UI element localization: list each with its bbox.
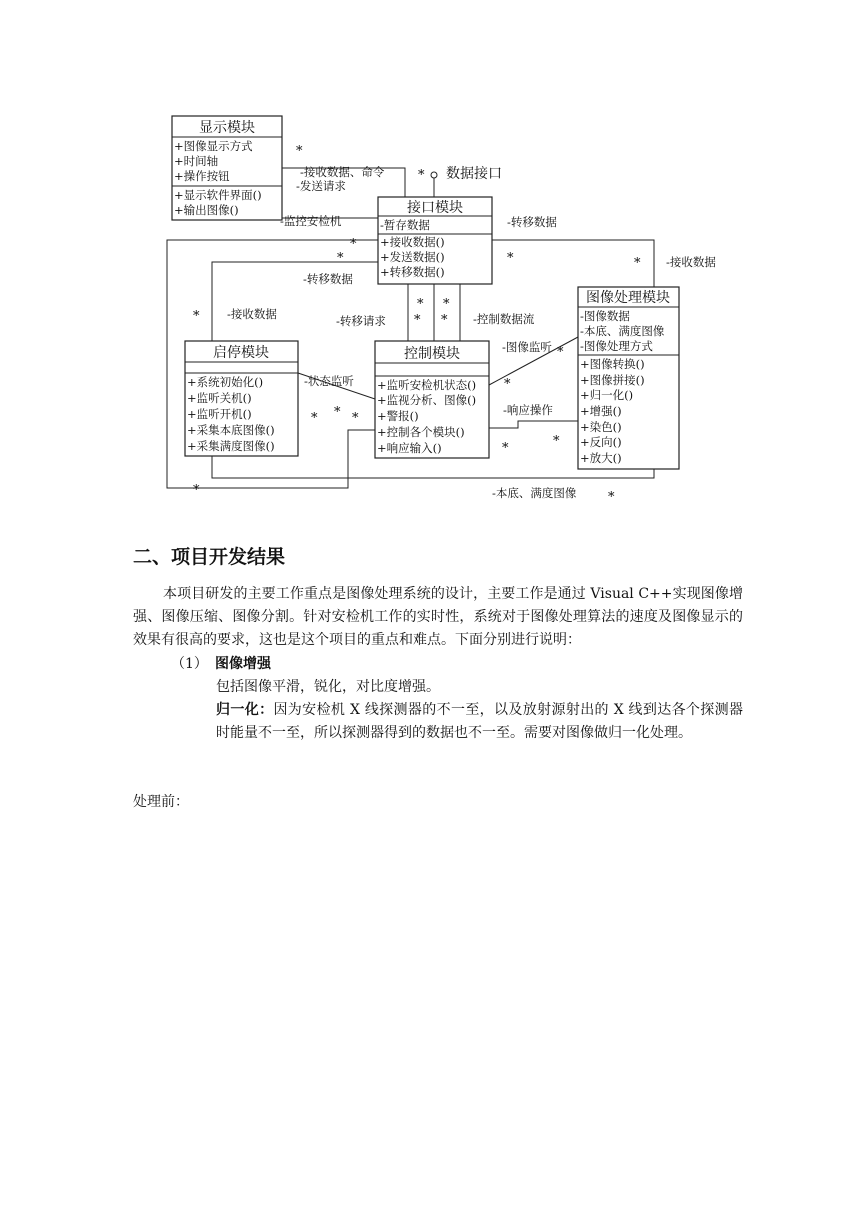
class-startstop-op: +监听开机() [187, 407, 252, 421]
class-start-stop [185, 341, 298, 456]
class-interface-attr: -暂存数据 [380, 218, 430, 232]
multiplicity: * [441, 313, 448, 328]
label-img-monitor: -图像监听 [502, 340, 552, 354]
class-interface-op: +接收数据() [380, 235, 445, 249]
class-interface [378, 197, 492, 284]
multiplicity: * [504, 377, 511, 392]
class-image-attr: -本底、满度图像 [580, 324, 665, 338]
multiplicity: * [350, 237, 357, 252]
label-resp-op: -响应操作 [503, 403, 553, 417]
class-image-processing [578, 287, 679, 469]
multiplicity: * [414, 313, 421, 328]
class-image-title: 图像处理模块 [586, 290, 670, 306]
normalization-term: 归一化： [216, 702, 274, 718]
multiplicity: * [311, 411, 318, 426]
class-display-attr: +时间轴 [174, 154, 219, 168]
before-label: 处理前： [133, 794, 189, 810]
section-heading: 二、项目开发结果 [133, 546, 286, 568]
class-startstop-title: 启停模块 [213, 345, 269, 361]
multiplicity: * [334, 405, 341, 420]
multiplicity: * [608, 490, 615, 505]
class-control-op: +控制各个模块() [377, 425, 465, 439]
uml-diagram [0, 0, 868, 520]
label-state-monitor: -状态监听 [304, 374, 354, 388]
class-image-attr: -图像数据 [580, 309, 630, 323]
class-control-op: +响应输入() [377, 441, 442, 455]
multiplicity: * [417, 297, 424, 312]
label-transfer-req: -转移请求 [336, 314, 386, 328]
normalization-paragraph [216, 699, 743, 745]
data-port-label: 数据接口 [446, 166, 502, 182]
class-control-op: +监听安检机状态() [377, 378, 477, 392]
multiplicity: * [296, 144, 303, 159]
label-recv-cmd: -接收数据、命令 [300, 165, 385, 179]
label-ctrl-flow: -控制数据流 [473, 312, 535, 326]
multiplicity: * [193, 483, 200, 498]
data-port-icon [431, 172, 437, 178]
class-control [375, 341, 489, 458]
class-image-op: +图像拼接() [580, 373, 645, 387]
class-image-op: +染色() [580, 420, 622, 434]
multiplicity: * [337, 251, 344, 266]
multiplicity: * [634, 256, 641, 271]
class-display-op: +输出图像() [174, 203, 239, 217]
class-control-op: +警报() [377, 409, 419, 423]
class-startstop-op: +采集满度图像() [187, 439, 275, 453]
label-monitor: -监控安检机 [280, 214, 342, 228]
label-transfer: -转移数据 [507, 215, 557, 229]
class-startstop-op: +系统初始化() [187, 375, 264, 389]
class-interface-op: +发送数据() [380, 250, 445, 264]
label-base-full: -本底、满度图像 [492, 486, 577, 500]
class-startstop-op: +监听关机() [187, 391, 252, 405]
class-image-attr: -图像处理方式 [580, 339, 653, 353]
class-image-op: +归一化() [580, 388, 634, 402]
multiplicity: * [418, 168, 425, 183]
label-recv: -接收数据 [227, 307, 277, 321]
class-display [172, 116, 282, 220]
normalization-text: 因为安检机 X 线探测器的不一至，以及放射源射出的 X 线到达各个探测器时能量不一至，所以探测器得到的数据也不一至。需要对图像做归一化处理。 [216, 702, 744, 741]
class-startstop-op: +采集本底图像() [187, 423, 275, 437]
body-paragraph: 本项目研发的主要工作重点是图像处理系统的设计，主要工作是通过 Visual C++实现图像增强、图像压缩、图像分割。针对安检机工作的实时性，系统对于图像处理算法的速度及图像显示的效果有很高的要求，这也是这个项目的重点和难点。下面分别进行说明： [133, 586, 743, 648]
class-image-op: +增强() [580, 404, 622, 418]
label-recv: -接收数据 [666, 255, 716, 269]
class-display-attr: +操作按钮 [174, 169, 230, 183]
multiplicity: * [557, 345, 564, 360]
class-control-title: 控制模块 [404, 346, 460, 362]
class-interface-title: 接口模块 [407, 200, 463, 216]
list-item-number: （1） [171, 656, 208, 672]
class-image-op: +放大() [580, 451, 622, 465]
class-display-op: +显示软件界面() [174, 188, 262, 202]
list-item-heading [171, 653, 271, 676]
multiplicity: * [553, 434, 560, 449]
class-image-op: +图像转换() [580, 357, 645, 371]
multiplicity: * [443, 297, 450, 312]
class-display-title: 显示模块 [199, 120, 255, 136]
multiplicity: * [193, 309, 200, 324]
label-transfer: -转移数据 [303, 272, 353, 286]
list-item-line: 包括图像平滑，锐化，对比度增强。 [216, 679, 440, 695]
label-send-req: -发送请求 [296, 179, 346, 193]
class-interface-op: +转移数据() [380, 265, 445, 279]
multiplicity: * [507, 251, 514, 266]
multiplicity: * [352, 411, 359, 426]
list-item-title: 图像增强 [215, 656, 271, 672]
class-image-op: +反向() [580, 435, 622, 449]
multiplicity: * [502, 441, 509, 456]
class-display-attr: +图像显示方式 [174, 139, 253, 153]
class-control-op: +监视分析、图像() [377, 393, 477, 407]
